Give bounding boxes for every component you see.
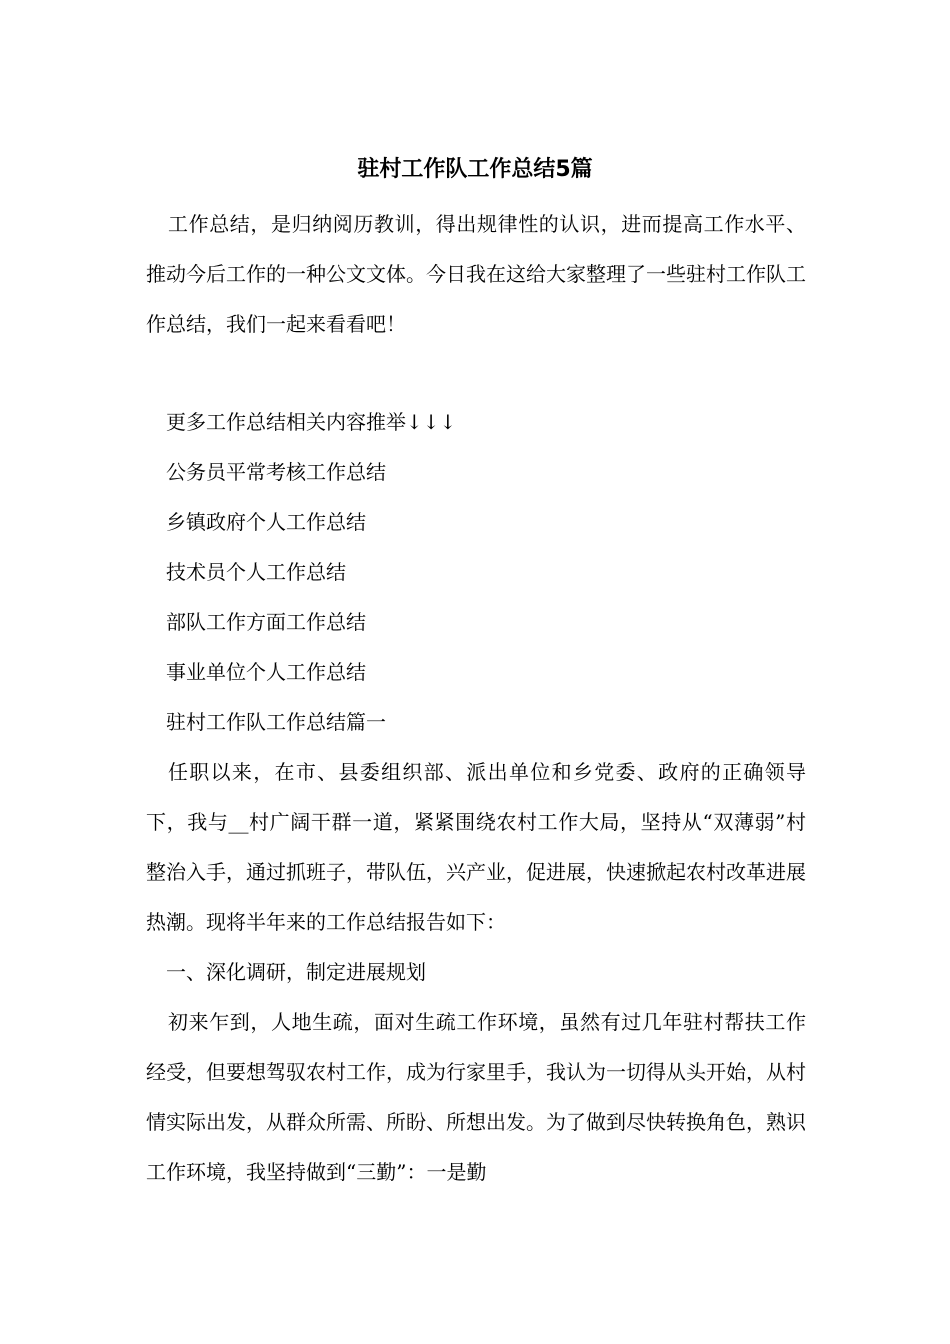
document-title: 驻村工作队工作总结5篇 <box>357 157 593 182</box>
recommend-link-4[interactable]: 部队工作方面工作总结 <box>166 610 366 634</box>
section-title: 驻村工作队工作总结篇一 <box>166 710 386 734</box>
body-paragraph-1: 任职以来，在市、县委组织部、派出单位和乡党委、政府的正确领导下，我与__村广阔干群一道，紧紧围绕农村工作大局，坚持从“双薄弱”村整治入手，通过抓班子，带队伍，兴产业，促进展，快速掀起农村改革进展热潮。现将半年来的工作总结报告如下： <box>146 760 806 934</box>
recommend-link-3[interactable]: 技术员个人工作总结 <box>166 560 346 584</box>
subheading-1: 一、深化调研，制定进展规划 <box>166 960 426 984</box>
body-paragraph-2: 初来乍到，人地生疏，面对生疏工作环境，虽然有过几年驻村帮扶工作经受，但要想驾驭农村工作，成为行家里手，我认为一切得从头开始，从村情实际出发，从群众所需、所盼、所想出发。为了做到尽快转换角色，熟识工作环境，我坚持做到“三勤”：一是勤 <box>146 1010 806 1184</box>
recommend-link-2[interactable]: 乡镇政府个人工作总结 <box>166 510 366 534</box>
recommend-heading: 更多工作总结相关内容推举↓↓↓ <box>166 410 457 434</box>
recommend-link-5[interactable]: 事业单位个人工作总结 <box>166 660 366 684</box>
intro-paragraph: 工作总结，是归纳阅历教训，得出规律性的认识，进而提高工作水平、推动今后工作的一种公文文体。今日我在这给大家整理了一些驻村工作队工作总结，我们一起来看看吧！ <box>146 212 806 336</box>
recommend-link-1[interactable]: 公务员平常考核工作总结 <box>166 460 386 484</box>
